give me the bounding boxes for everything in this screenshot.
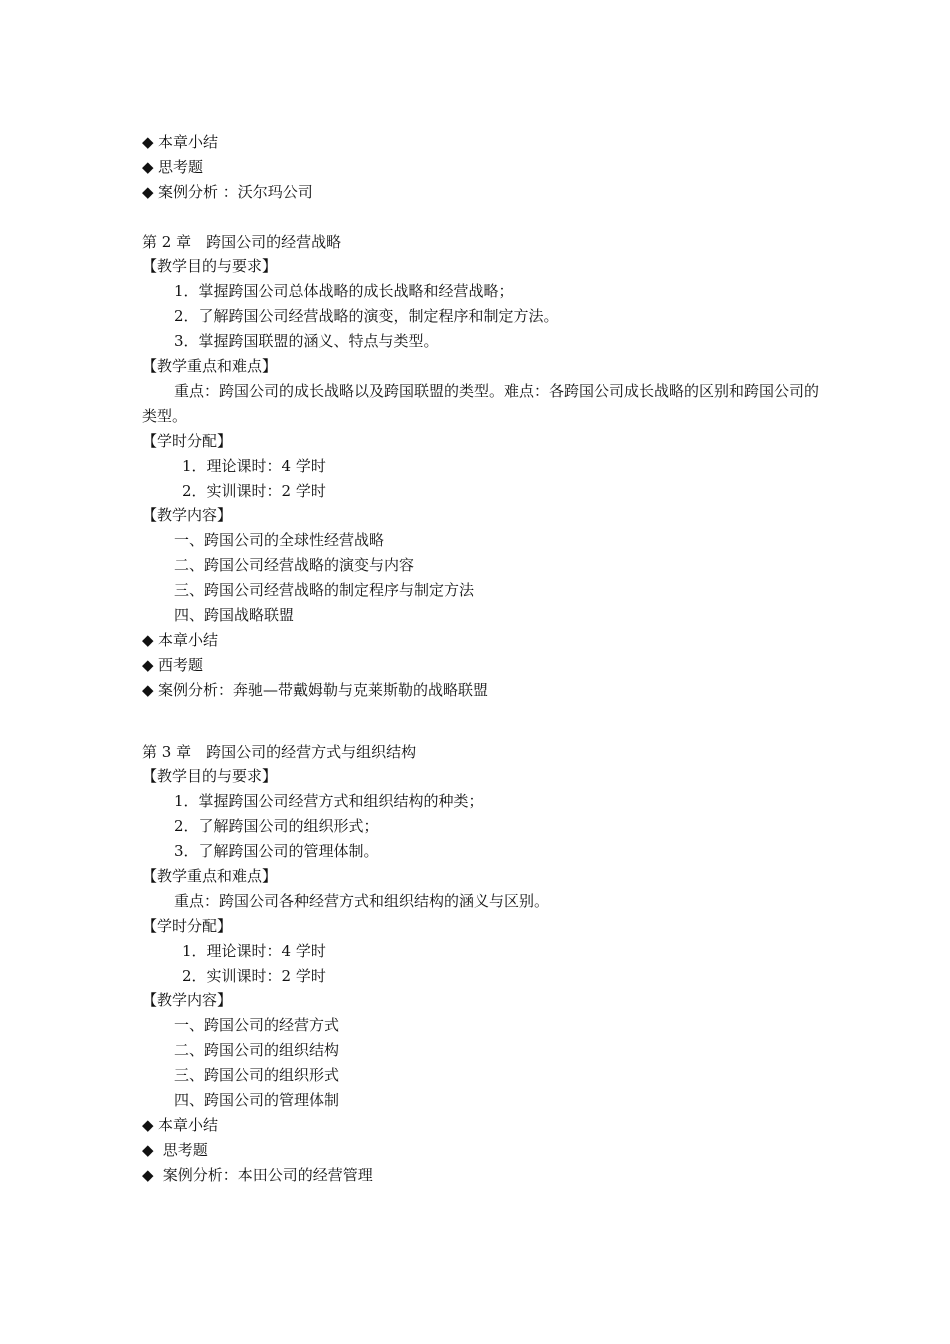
objective-item: 2．了解跨国公司的组织形式； xyxy=(174,817,379,836)
section-header: 【学时分配】 xyxy=(142,916,233,935)
diamond-bullet-icon: ◆ xyxy=(142,1140,154,1159)
content-item: 四、跨国公司的管理体制 xyxy=(174,1090,340,1109)
section-header: 【教学内容】 xyxy=(142,506,233,525)
section-header: 【教学重点和难点】 xyxy=(142,866,278,885)
bullet-item: ◆ 西考题 xyxy=(142,653,842,678)
bullet-item: ◆ 思考题 xyxy=(142,1138,842,1163)
bullet-item: ◆ 思考题 xyxy=(142,155,842,180)
diamond-bullet-icon: ◆ xyxy=(142,133,154,151)
content-item: 四、跨国战略联盟 xyxy=(174,605,295,624)
objective-item: 2．了解跨国公司经营战略的演变，制定程序和制定方法。 xyxy=(174,307,559,326)
objective-item: 1．掌握跨国公司总体战略的成长战略和经营战略； xyxy=(174,282,514,301)
hours-item: 1．理论课时：4 学时 xyxy=(182,941,326,960)
content-item: 一、跨国公司的经营方式 xyxy=(174,1016,340,1035)
chapter-title: 第 2 章 跨国公司的经营战略 xyxy=(142,232,342,251)
diamond-bullet-icon: ◆ xyxy=(142,182,154,201)
content-item: 三、跨国公司的组织形式 xyxy=(174,1066,340,1085)
section-header: 【学时分配】 xyxy=(142,431,233,450)
diamond-bullet-icon: ◆ xyxy=(142,680,154,699)
content-item: 二、跨国公司的组织结构 xyxy=(174,1041,340,1060)
diamond-bullet-icon: ◆ xyxy=(142,1165,154,1184)
section-header: 【教学目的与要求】 xyxy=(142,767,278,786)
objective-item: 1．掌握跨国公司经营方式和组织结构的种类； xyxy=(174,792,484,811)
hours-item: 2．实训课时：2 学时 xyxy=(182,966,326,985)
bullet-item: ◆ 案例分析 ：沃尔玛公司 xyxy=(142,180,842,205)
content-item: 三、跨国公司经营战略的制定程序与制定方法 xyxy=(174,581,475,600)
content-item: 一、跨国公司的全球性经营战略 xyxy=(174,531,385,550)
chapter-title: 第 3 章 跨国公司的经营方式与组织结构 xyxy=(142,742,417,761)
content-item: 二、跨国公司经营战略的演变与内容 xyxy=(174,556,415,575)
bullet-item: ◆ 案例分析：奔驰—带戴姆勒与克莱斯勒的战略联盟 xyxy=(142,678,842,703)
diamond-bullet-icon: ◆ xyxy=(142,1115,154,1134)
bullet-item: ◆ 本章小结 xyxy=(142,1113,842,1138)
section-header: 【教学目的与要求】 xyxy=(142,257,278,276)
objective-item: 3．掌握跨国联盟的涵义、特点与类型。 xyxy=(174,332,439,351)
diamond-bullet-icon: ◆ xyxy=(142,655,154,674)
bullet-item: ◆ 案例分析：本田公司的经营管理 xyxy=(142,1163,842,1188)
hours-item: 1．理论课时：4 学时 xyxy=(182,456,326,475)
diamond-bullet-icon: ◆ xyxy=(142,157,154,176)
bullet-item: ◆ 本章小结 xyxy=(142,628,842,653)
bullet-item: ◆ 本章小结 xyxy=(142,130,842,155)
hours-item: 2．实训课时：2 学时 xyxy=(182,481,326,500)
diamond-bullet-icon: ◆ xyxy=(142,630,154,649)
section-header: 【教学重点和难点】 xyxy=(142,357,278,376)
document-page xyxy=(142,130,842,1188)
section-header: 【教学内容】 xyxy=(142,991,233,1010)
objective-item: 3．了解跨国公司的管理体制。 xyxy=(174,842,379,861)
keypoints-paragraph: 重点：跨国公司各种经营方式和组织结构的涵义与区别。 xyxy=(174,891,550,910)
keypoints-paragraph: 重点：跨国公司的成长战略以及跨国联盟的类型。难点：各跨国公司成长战略的区别和跨国公司的类型。 xyxy=(142,381,820,425)
